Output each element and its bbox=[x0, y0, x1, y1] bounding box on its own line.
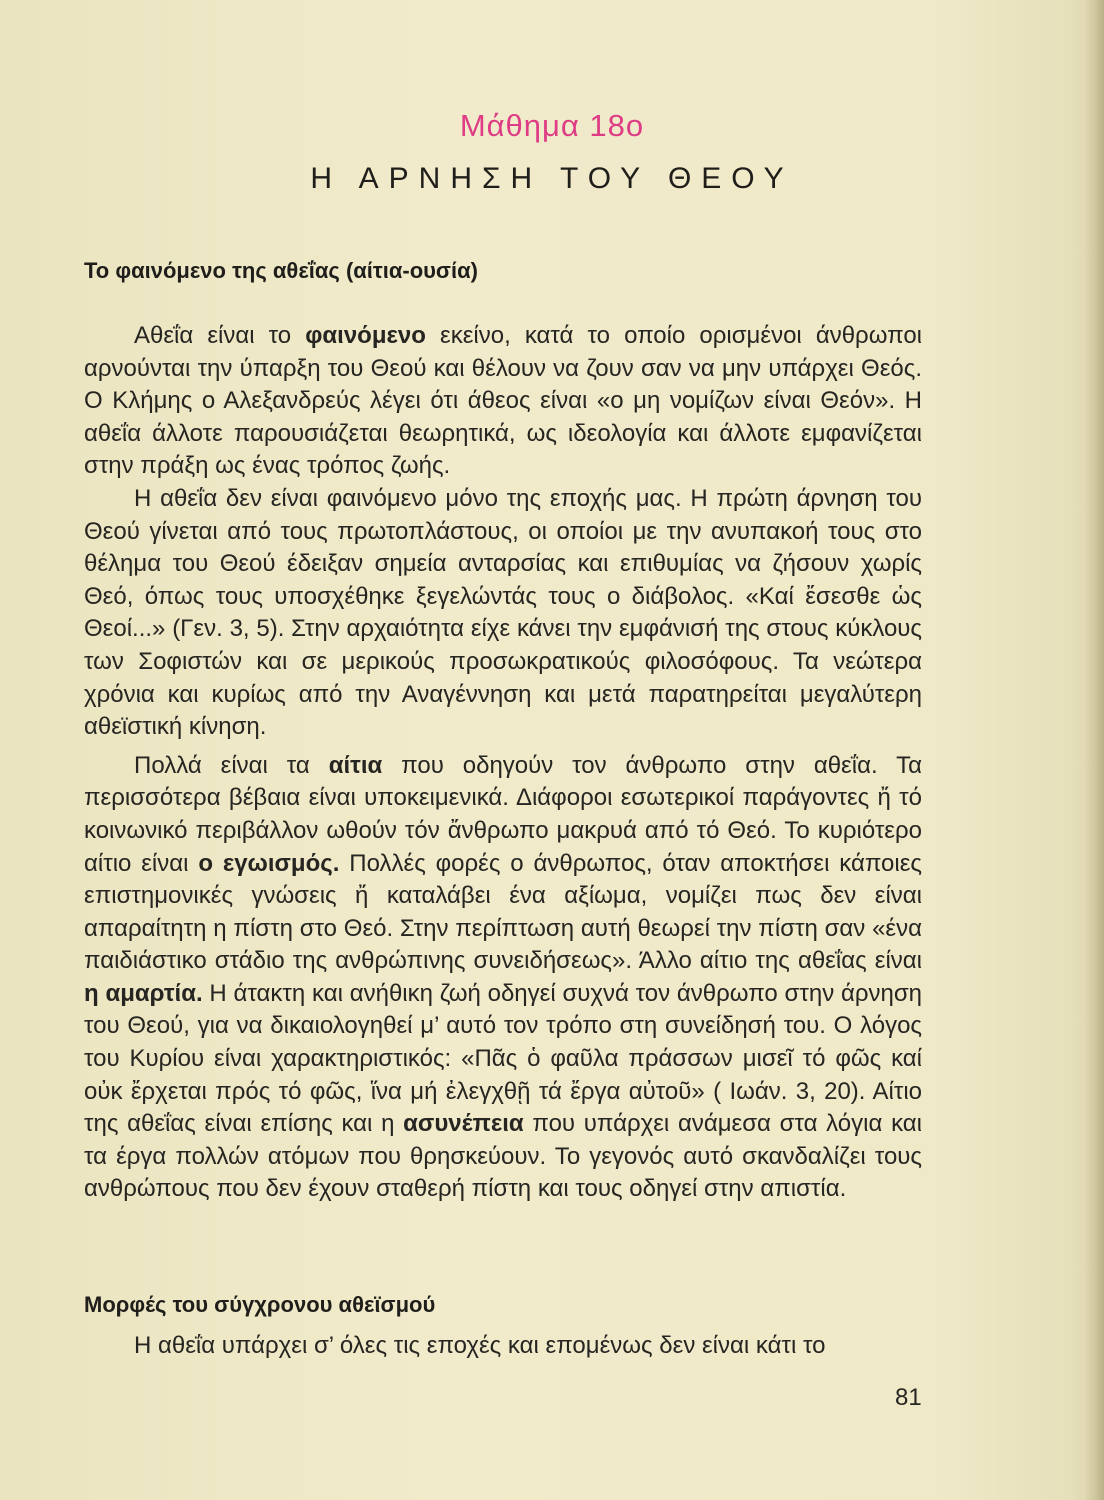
paragraph-4: Η αθεΐα υπάρχει σ’ όλες τις εποχές και επομένως δεν είναι κάτι το bbox=[134, 1332, 826, 1359]
section-body-atheism bbox=[84, 320, 922, 1206]
paragraph-1: Αθεΐα είναι το φαινόμενο εκείνο, κατά το οποίο ορισμένοι άνθρωποι αρνούνται την ύπαρξη του Θεού και θέλουν να ζουν σαν να μην υπάρχει Θεός. Ο Κλήμης ο Αλεξανδρεύς λέγει ότι άθεος είναι «ο μη νομίζων είναι Θεόν». Η αθεΐα άλλοτε παρουσιάζεται θεωρητικά, ως ιδεολογία και άλλοτε εμφανίζεται στην πράξη ως ένας τρόπος ζωής. bbox=[84, 322, 922, 480]
section-heading-modern-atheism: Μορφές του σύγχρονου αθεϊσμού bbox=[84, 1292, 436, 1317]
paragraph-2: Η αθεΐα δεν είναι φαινόμενο μόνο της εποχής μας. Η πρώτη άρνηση του Θεού γίνεται από τους πρωτοπλάστους, οι οποίοι με την ανυπακοή τους στο θέλημα του Θεού έδειξαν σημεία ανταρσίας και επιθυμίας να ζήσουν χωρίς Θεό, όπως τους υποσχέθηκε ξεγελώντάς τους ο διάβολος. «Καί ἔσεσθε ὡς Θεοί...» (Γεν. 3, 5). Στην αρχαιότητα είχε κάνει την εμφάνισή της στους κύκλους των Σοφιστών και σε μερικούς προσωκρατικούς φιλοσόφους. Τα νεώτερα χρόνια και κυρίως από την Αναγέννηση και μετά παρατηρείται μεγαλύτερη αθεϊστική κίνηση. bbox=[84, 484, 922, 741]
page-edge bbox=[1082, 0, 1104, 1500]
page-number: 81 bbox=[895, 1384, 922, 1411]
section-heading-atheism: Το φαινόμενο της αθεΐας (αίτια-ουσία) bbox=[84, 258, 478, 283]
page-title: Η ΑΡΝΗΣΗ ΤΟΥ ΘΕΟΥ bbox=[310, 162, 794, 195]
paragraph-3: Πολλά είναι τα αίτια που οδηγούν τον άνθρωπο στην αθεΐα. Τα περισσότερα βέβαια είναι υποκειμενικά. Διάφοροι εσωτερικοί παράγοντες ἤ τό κοινωνικό περιβάλλον ωθούν τόν ἄνθρωπο μακρυά από τό Θεό. Το κυριότερο αίτιο είναι ο εγωισμός. Πολλές φορές ο άνθρωπος, όταν αποκτήσει κάποιες επιστημονικές γνώσεις ἤ καταλάβει ένα αξίωμα, νομίζει πως δεν είναι απαραίτητη η πίστη στο Θεό. Στην περίπτωση αυτή θεωρεί την πίστη σαν «ένα παιδιάστικο στάδιο της ανθρώπινης συνειδήσεως». Άλλο αίτιο της αθεΐας είναι η αμαρτία. Η άτακτη και ανήθικη ζωή οδηγεί συχνά τον άνθρωπο στην άρνηση του Θεού, για να δικαιολογηθεί μ’ αυτό τον τρόπο στη συνείδησή του. Ο λόγος του Κυρίου είναι χαρακτηριστικός: «Πᾶς ὁ φαῦλα πράσσων μισεῖ τό φῶς καί οὐκ ἔρχεται πρός τό φῶς, ἵνα μή ἐλεγχθῇ τά ἔργα αὐτοῦ» ( Ιωάν. 3, 20). Αίτιο της αθεΐας είναι επίσης και η ασυνέπεια που υπάρχει ανάμεσα στα λόγια και τα έργα πολλών ατόμων που θρησκεύουν. Το γεγονός αυτό σκανδαλίζει τους ανθρώπους που δεν έχουν σταθερή πίστη και τους οδηγεί στην απιστία. bbox=[84, 751, 923, 1203]
lesson-label: Μάθημα 18ο bbox=[459, 108, 645, 143]
